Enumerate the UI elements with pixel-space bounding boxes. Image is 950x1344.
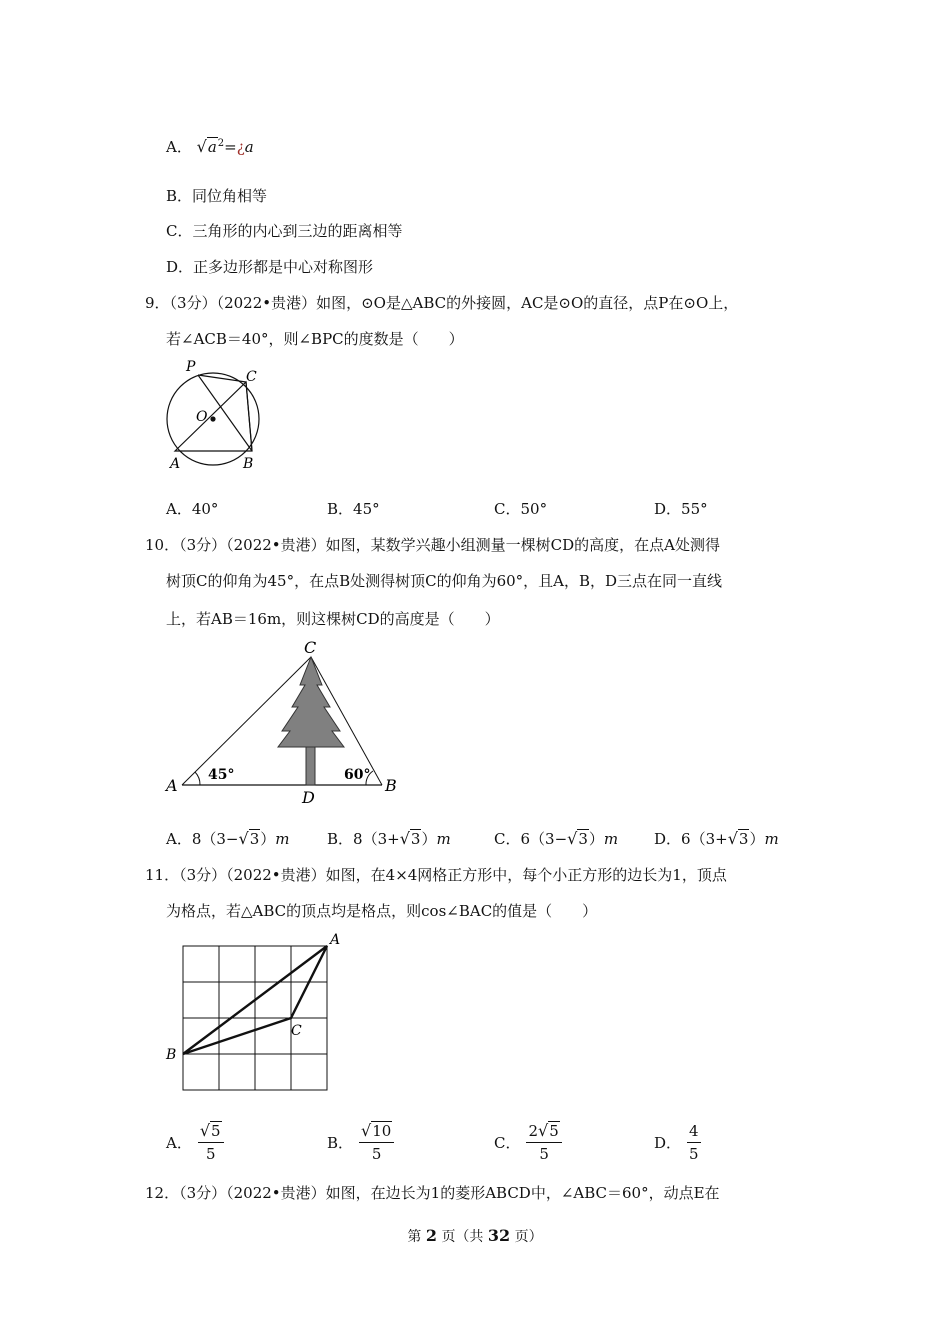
q11-option-d: D． $\frac{4}{5}$ bbox=[654, 1122, 699, 1163]
label-d: D bbox=[302, 788, 315, 807]
label-p: P bbox=[186, 359, 196, 375]
q10-tree-figure bbox=[160, 635, 410, 810]
label-c: C bbox=[246, 369, 257, 385]
center-point-o bbox=[210, 416, 215, 421]
page-total: 32 bbox=[487, 1226, 511, 1245]
label-c: C bbox=[304, 638, 317, 657]
label-a: A bbox=[330, 932, 341, 948]
label-c: C bbox=[291, 1023, 302, 1039]
q10-option-d: D．6（3+√3）m bbox=[654, 829, 779, 848]
q8-option-a: A． $√a^2=¿a$ bbox=[166, 137, 254, 156]
q9-circle-figure bbox=[160, 355, 270, 475]
q9-option-a: A．40° bbox=[166, 500, 219, 518]
q10-stem-line3: 上，若AB＝16m，则这棵树CD的高度是（ ） bbox=[166, 610, 500, 628]
q11-option-b: B． $\frac{√10}{5}$ bbox=[327, 1120, 394, 1165]
page-number: 2 bbox=[425, 1226, 437, 1245]
tree-crown bbox=[278, 657, 344, 747]
q9-option-c: C．50° bbox=[494, 500, 548, 518]
q10-stem-line1: 10．（3分）（2022•贵港）如图，某数学兴趣小组测量一棵树CD的高度，在点A处测得 bbox=[145, 536, 720, 554]
q9-option-b: B．45° bbox=[327, 500, 380, 518]
q8-option-b: B．同位角相等 bbox=[166, 187, 268, 205]
angle-label-45: 45° bbox=[208, 767, 235, 783]
segment-pc bbox=[198, 375, 246, 382]
q11-grid-figure bbox=[160, 928, 350, 1093]
sqrt-expression: $√a^2$ bbox=[196, 137, 225, 156]
q12-stem-line1: 12．（3分）（2022•贵港）如图，在边长为1的菱形ABCD中，∠ABC＝60°，动点E在 bbox=[145, 1184, 720, 1202]
label-a: A bbox=[166, 776, 178, 795]
q11-option-a: A． $\frac{√5}{5}$ bbox=[166, 1120, 224, 1165]
q10-option-b: B．8（3+√3）m bbox=[327, 829, 451, 848]
label-b: B bbox=[385, 776, 397, 795]
label-b: B bbox=[243, 456, 254, 472]
q11-stem-line2: 为格点，若△ABC的顶点均是格点，则cos∠BAC的值是（ ） bbox=[166, 902, 598, 920]
q10-option-a: A．8（3−√3）m bbox=[166, 829, 290, 848]
page-footer: 第 2 页（共 32 页） bbox=[407, 1226, 543, 1245]
q9-stem-line2: 若∠ACB＝40°，则∠BPC的度数是（ ） bbox=[166, 330, 464, 348]
q8-option-d: D．正多边形都是中心对称图形 bbox=[166, 258, 374, 276]
angle-arc-a bbox=[195, 772, 200, 785]
q10-option-c: C．6（3−√3）m bbox=[494, 829, 619, 848]
q8-option-c: C．三角形的内心到三边的距离相等 bbox=[166, 222, 403, 240]
q11-option-c: C． $\frac{2√5}{5}$ bbox=[494, 1120, 562, 1165]
tree-trunk bbox=[306, 747, 315, 785]
angle-label-60: 60° bbox=[344, 767, 371, 783]
q9-stem-line1: 9．（3分）（2022•贵港）如图，⊙O是△ABC的外接圆，AC是⊙O的直径，点P在⊙O上， bbox=[145, 294, 739, 312]
label-b: B bbox=[166, 1047, 177, 1063]
label-a: A bbox=[170, 456, 181, 472]
label-o: O bbox=[196, 409, 208, 425]
q9-option-d: D．55° bbox=[654, 500, 708, 518]
q11-stem-line1: 11．（3分）（2022•贵港）如图，在4×4网格正方形中，每个小正方形的边长为1，顶点 bbox=[145, 866, 727, 884]
q10-stem-line2: 树顶C的仰角为45°，在点B处测得树顶C的仰角为60°，且A，B，D三点在同一直线 bbox=[166, 572, 723, 590]
grid-4x4 bbox=[183, 946, 327, 1090]
